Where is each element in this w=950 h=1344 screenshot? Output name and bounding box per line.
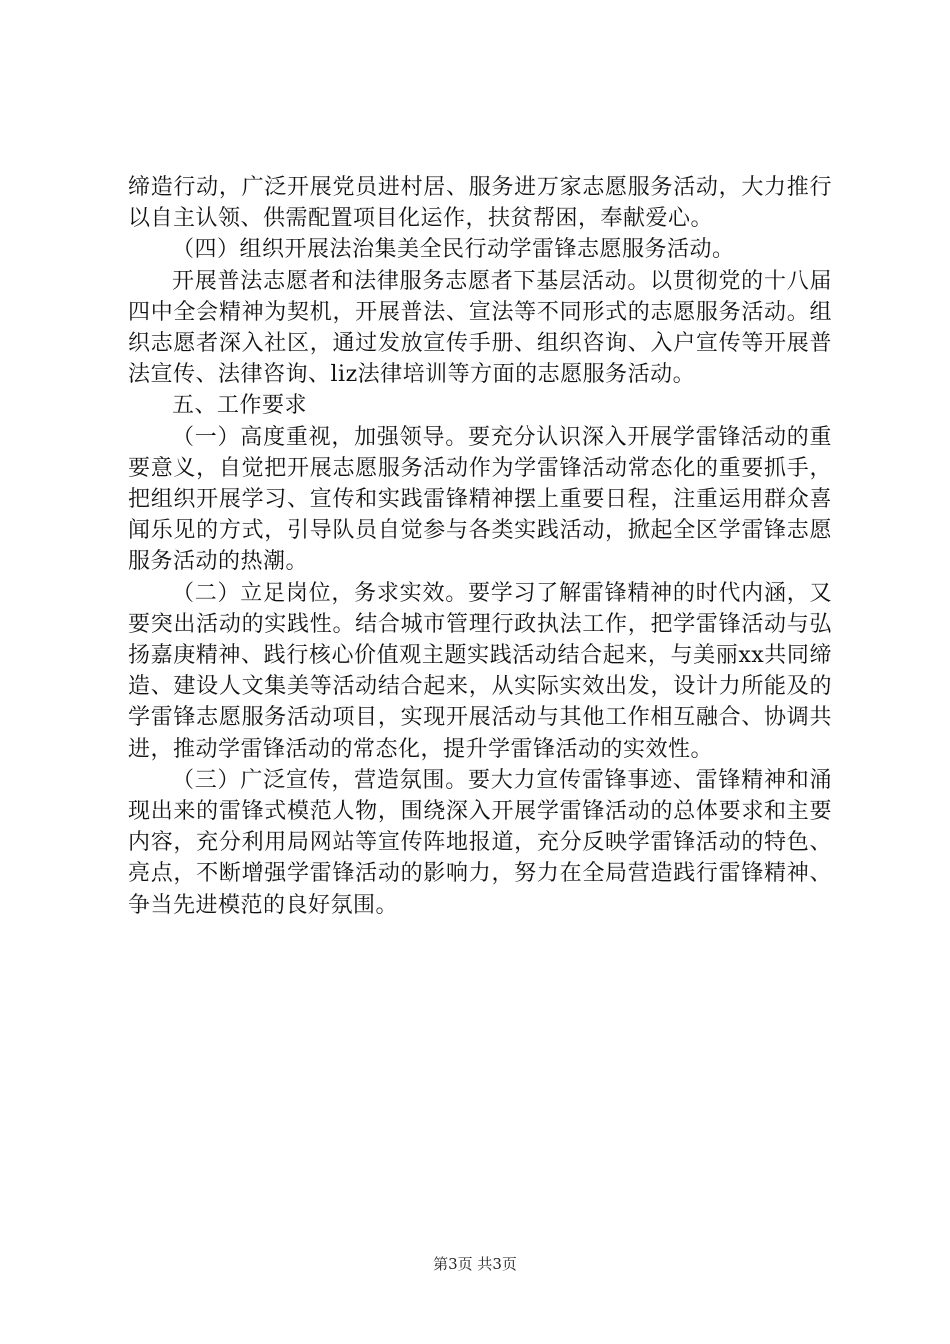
paragraph-requirement-one: （一）高度重视，加强领导。要充分认识深入开展学雷锋活动的重要意义，自觉把开展志愿服务活动作为学雷锋活动常态化的重要抓手，把组织开展学习、宣传和实践雷锋精神摆上重要日程，注重运用群众喜闻乐见的方式，引导队员自觉参与各类实践活动，掀起全区学雷锋志愿服务活动的热潮。 <box>128 424 832 575</box>
paragraph-requirement-three: （三）广泛宣传，营造氛围。要大力宣传雷锋事迹、雷锋精神和涌现出来的雷锋式模范人物，围绕深入开展学雷锋活动的总体要求和主要内容，充分利用局网站等宣传阵地报道，充分反映学雷锋活动的特色、亮点，不断增强学雷锋活动的影响力，努力在全局营造践行雷锋精神、争当先进模范的良好氛围。 <box>128 767 832 918</box>
document-body <box>128 172 832 921</box>
page-number-footer: 第3页 共3页 <box>433 1255 517 1273</box>
paragraph-1: 缔造行动，广泛开展党员进村居、服务进万家志愿服务活动，大力推行以自主认领、供需配置项目化运作，扶贫帮困，奉献爱心。 <box>128 175 832 232</box>
paragraph-requirement-two: （二）立足岗位，务求实效。要学习了解雷锋精神的时代内涵，又要突出活动的实践性。结合城市管理行政执法工作，把学雷锋活动与弘扬嘉庚精神、践行核心价值观主题实践活动结合起来，与美丽xx共同缔造、建设人文集美等活动结合起来，从实际实效出发，设计力所能及的学雷锋志愿服务活动项目，实现开展活动与其他工作相互融合、协调共进，推动学雷锋活动的常态化，提升学雷锋活动的实效性。 <box>128 580 832 762</box>
section-heading-work-requirements: 五、工作要求 <box>172 393 308 419</box>
section-heading-four: （四）组织开展法治集美全民行动学雷锋志愿服务活动。 <box>172 237 735 263</box>
paragraph-legal-volunteer: 开展普法志愿者和法律服务志愿者下基层活动。以贯彻党的十八届四中全会精神为契机，开展普法、宣法等不同形式的志愿服务活动。组织志愿者深入社区，通过发放宣传手册、组织咨询、入户宣传等开展普法宣传、法律咨询、liz法律培训等方面的志愿服务活动。 <box>128 268 832 388</box>
